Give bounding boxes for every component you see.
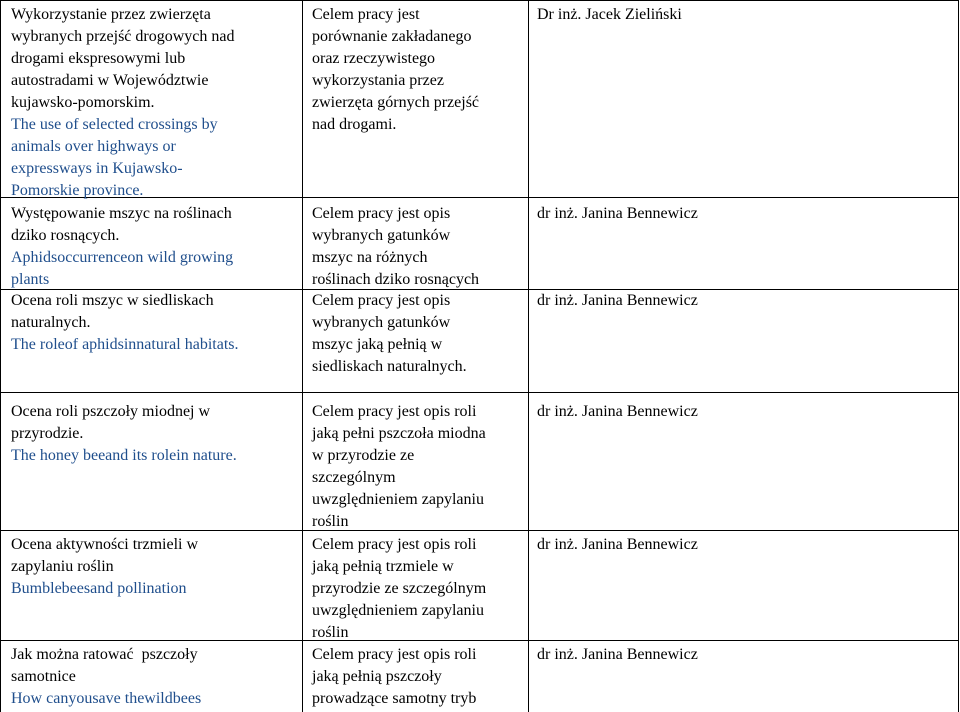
topic-en-line: The use of selected crossings by — [11, 116, 218, 133]
aim-line: mszyc jaką pełnią w — [312, 336, 443, 353]
aim-line: szczególnym — [312, 469, 396, 486]
topic-pl-line: Wykorzystanie przez zwierzęta — [11, 6, 211, 23]
table-border-left — [0, 0, 1, 712]
aim-line: uwzględnieniem zapylaniu — [312, 602, 484, 619]
topic-en-line: The honey beeand its rolein nature. — [11, 447, 237, 464]
aim-line: jaką pełnią trzmiele w — [312, 558, 454, 575]
aim-cell — [312, 534, 486, 644]
topic-pl-line: wybranych przejść drogowych nad — [11, 28, 235, 45]
aim-line: przyrodzie ze szczególnym — [312, 580, 487, 597]
topic-en-line: expressways in Kujawsko- — [11, 160, 183, 177]
topic-pl-line: kujawsko-pomorskim. — [11, 94, 155, 111]
aim-line: w przyrodzie ze — [312, 447, 415, 464]
topic-cell — [11, 4, 234, 202]
topic-pl-line: dziko rosnących. — [11, 227, 120, 244]
aim-line: Celem pracy jest opis roli — [312, 403, 477, 420]
topic-cell — [11, 290, 238, 356]
aim-line: wybranych gatunków — [312, 227, 451, 244]
aim-line: Celem pracy jest — [312, 6, 420, 23]
topic-cell — [11, 401, 237, 467]
topic-pl-line: Ocena aktywności trzmieli w — [11, 536, 199, 553]
topic-pl-line: Jak można ratować pszczoły — [11, 646, 198, 663]
topic-en-line: Bumblebeesand pollination — [11, 580, 187, 597]
topic-en-line: Aphidsoccurrenceon wild growing — [11, 249, 234, 266]
aim-line: porównanie zakładanego — [312, 28, 472, 45]
supervisor-name: dr inż. Janina Bennewicz — [537, 292, 698, 309]
topic-pl-line: Ocena roli pszczoły miodnej w — [11, 403, 211, 420]
table-border-top — [0, 0, 959, 1]
topic-cell — [11, 534, 198, 600]
topic-pl-line: przyrodzie. — [11, 425, 84, 442]
supervisor-cell — [537, 644, 698, 666]
topic-pl-line: autostradami w Województwie — [11, 72, 209, 89]
aim-line: nad drogami. — [312, 116, 397, 133]
aim-line: Celem pracy jest opis roli — [312, 646, 477, 663]
aim-line: wykorzystania przez — [312, 72, 444, 89]
aim-line: mszyc na różnych — [312, 249, 428, 266]
topic-en-line: The roleof aphidsinnatural habitats. — [11, 336, 239, 353]
table-border-right — [958, 0, 959, 712]
aim-cell — [312, 290, 467, 378]
supervisor-name: dr inż. Janina Bennewicz — [537, 403, 698, 420]
supervisor-cell — [537, 4, 682, 26]
aim-line: oraz rzeczywistego — [312, 50, 436, 67]
supervisor-name: dr inż. Janina Bennewicz — [537, 205, 698, 222]
aim-line: siedliskach naturalnych. — [312, 358, 467, 375]
aim-line: roślin — [312, 624, 349, 641]
row-divider-3 — [0, 392, 959, 393]
aim-line: Celem pracy jest opis — [312, 292, 451, 309]
supervisor-name: Dr inż. Jacek Zieliński — [537, 6, 682, 23]
supervisor-cell — [537, 534, 698, 556]
column-divider-1 — [302, 0, 303, 712]
topic-en-line: How canyousave thewildbees — [11, 690, 202, 707]
topic-en-line: Pomorskie province. — [11, 182, 144, 199]
topic-en-line: plants — [11, 271, 50, 288]
topic-pl-line: Ocena roli mszyc w siedliskach — [11, 292, 214, 309]
supervisor-cell — [537, 203, 698, 225]
supervisor-cell — [537, 401, 698, 423]
aim-line: zwierzęta górnych przejść — [312, 94, 480, 111]
aim-line: wybranych gatunków — [312, 314, 451, 331]
aim-line: roślinach dziko rosnących — [312, 271, 480, 288]
aim-line: jaką pełni pszczoła miodna — [312, 425, 486, 442]
topic-cell — [11, 203, 233, 291]
topic-cell — [11, 644, 201, 710]
topic-pl-line: zapylaniu roślin — [11, 558, 114, 575]
topic-en-line: animals over highways or — [11, 138, 176, 155]
supervisor-cell — [537, 290, 698, 312]
aim-line: roślin — [312, 513, 349, 530]
supervisor-name: dr inż. Janina Bennewicz — [537, 536, 698, 553]
topic-pl-line: drogami ekspresowymi lub — [11, 50, 186, 67]
aim-cell — [312, 203, 479, 291]
aim-cell — [312, 644, 476, 710]
aim-cell — [312, 4, 479, 136]
topic-pl-line: samotnice — [11, 668, 76, 685]
column-divider-2 — [528, 0, 529, 712]
aim-line: Celem pracy jest opis — [312, 205, 451, 222]
topic-pl-line: naturalnych. — [11, 314, 91, 331]
aim-line: prowadzące samotny tryb — [312, 690, 477, 707]
aim-line: uwzględnieniem zapylaniu — [312, 491, 484, 508]
aim-cell — [312, 401, 486, 533]
topic-pl-line: Występowanie mszyc na roślinach — [11, 205, 232, 222]
aim-line: jaką pełnią pszczoły — [312, 668, 442, 685]
aim-line: Celem pracy jest opis roli — [312, 536, 477, 553]
supervisor-name: dr inż. Janina Bennewicz — [537, 646, 698, 663]
